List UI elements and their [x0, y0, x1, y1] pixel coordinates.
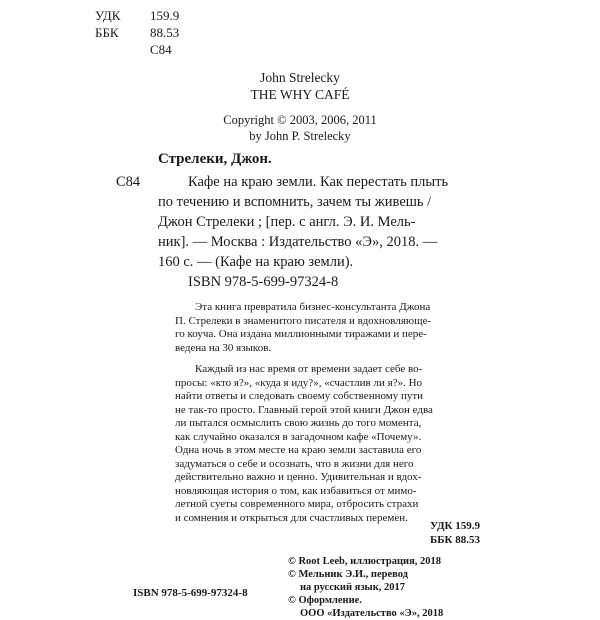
- bbk-bottom: ББК 88.53: [430, 534, 481, 546]
- credit-line: © Оформление.: [288, 595, 362, 606]
- record-line: Джон Стрелеки ; [пер. с англ. Э. И. Мель-: [158, 214, 416, 230]
- annotation-line: просы: «кто я?», «куда я иду?», «счастлив ли я?». Но: [175, 376, 423, 389]
- bbk-label: ББК: [95, 25, 119, 40]
- original-author: John Strelecky: [260, 70, 340, 85]
- annotation-line: найти ответы и следовать своему собственному пути: [175, 390, 424, 402]
- copyright-line-2: by John P. Strelecky: [249, 129, 351, 143]
- annotation-line: ведена на 30 языков.: [175, 341, 272, 354]
- classification-top: [95, 8, 215, 58]
- annotation-line: и сомнения и открыться для счастливых перемен.: [175, 511, 408, 524]
- record-mark: С84: [116, 174, 141, 190]
- record-line: 160 с. — (Кафе на краю земли).: [158, 254, 354, 270]
- annotation-line: го коуча. Она издана миллионными тиражами и пере-: [175, 328, 427, 340]
- author-mark-top: С84: [150, 42, 172, 57]
- credits: [288, 555, 443, 620]
- annotation-line: летной суеты современного мира, отбросить страхи: [175, 498, 419, 510]
- credit-line: © Root Leeb, иллюстрация, 2018: [288, 556, 442, 567]
- annotation-line: Эта книга превратила бизнес-консультанта Джона: [195, 301, 431, 313]
- record-author-heading: Стрелеки, Джон.: [158, 151, 272, 167]
- record-line: ник]. — Москва : Издательство «Э», 2018. —: [158, 234, 438, 250]
- udk-value: 159.9: [150, 8, 180, 23]
- annotation-line: новляющая история о том, как избавиться от мимо-: [175, 484, 417, 497]
- annotation-line: не так-то просто. Главный герой этой книги Джон едва: [175, 403, 433, 416]
- udk-label: УДК: [95, 8, 121, 23]
- annotation-line: П. Стрелеки в знаменитого писателя и вдохновляюще-: [175, 314, 432, 327]
- record-line: по течению и вспомнить, зачем ты живешь /: [158, 194, 432, 210]
- credit-line: ООО «Издательство «Э», 2018: [300, 608, 444, 619]
- original-title: THE WHY CAFÉ: [250, 87, 350, 102]
- annotation-line: Каждый из нас время от времени задает себе во-: [195, 363, 423, 375]
- annotation-line: Одна ночь в этом месте на краю земли заставила его: [175, 444, 422, 456]
- isbn-bottom: ISBN 978-5-699-97324-8: [133, 587, 248, 599]
- credit-line: на русский язык, 2017: [300, 582, 406, 593]
- credit-line: © Мельник Э.И., перевод: [288, 569, 408, 580]
- annotation-line: задуматься о себе и осознать, что в жизни для него: [175, 457, 414, 470]
- annotation: [175, 301, 505, 525]
- udk-bottom: УДК 159.9: [430, 520, 481, 532]
- classification-bottom: [430, 519, 480, 547]
- copyright-line-1: Copyright © 2003, 2006, 2011: [223, 113, 377, 127]
- record-line: Кафе на краю земли. Как перестать плыть: [188, 174, 449, 190]
- bbk-value: 88.53: [150, 25, 180, 40]
- annotation-line: действительно важно и ценно. Удивительная и вдох-: [175, 471, 422, 483]
- annotation-line: как случайно оказался в загадочном кафе «Почему».: [175, 430, 422, 443]
- annotation-line: ли пытался осмыслить свою жизнь до того момента,: [175, 417, 422, 429]
- record-isbn: ISBN 978-5-699-97324-8: [188, 274, 339, 290]
